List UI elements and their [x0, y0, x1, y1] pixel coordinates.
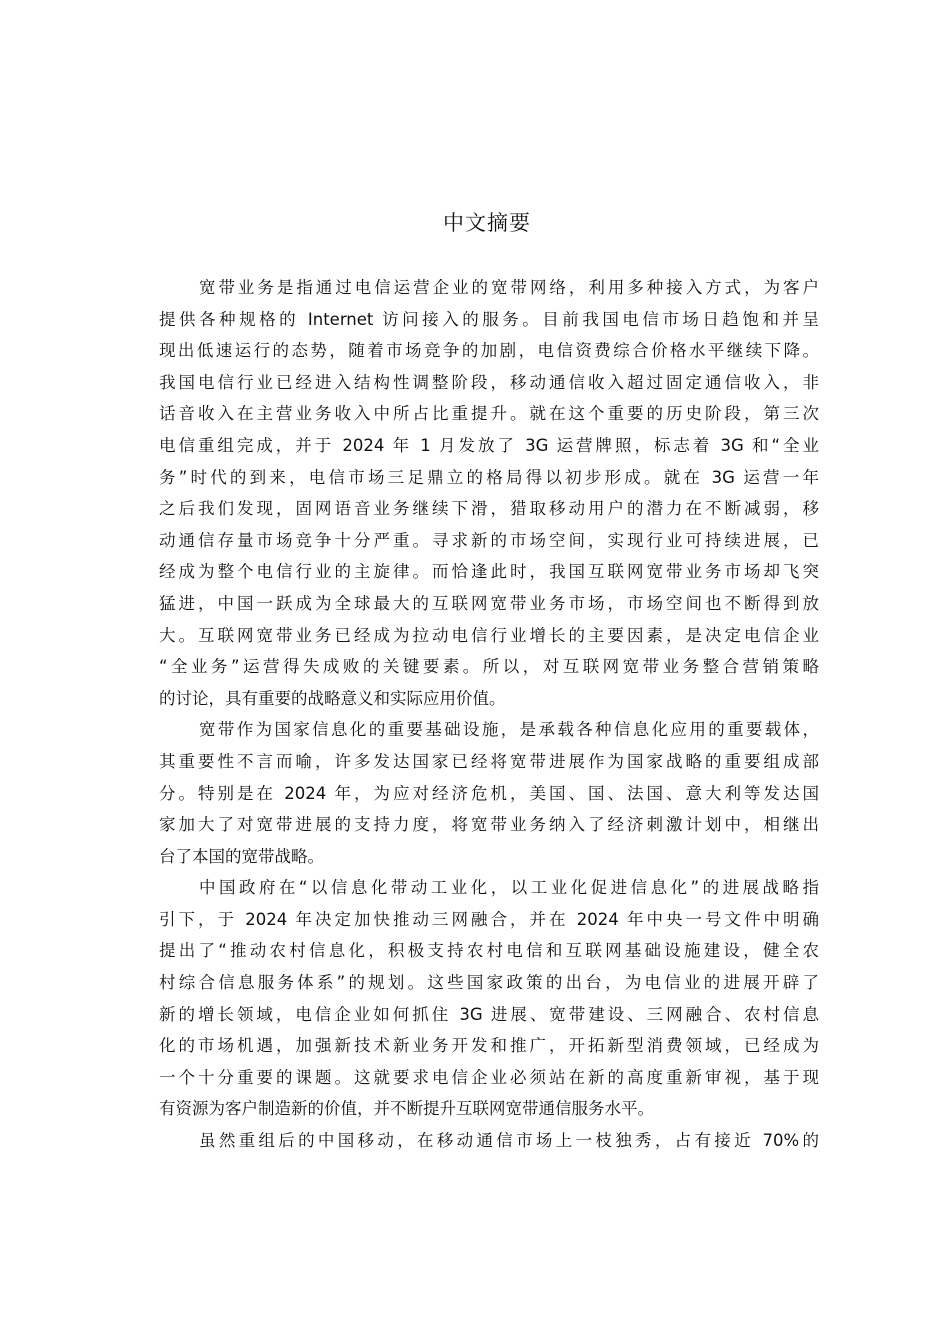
text-line: 电信重组完成，并于 2024 年 1 月发放了 3G 运营牌照，标志着 3G 和“全业 [159, 435, 819, 455]
text-line: 新的增长领域，电信企业如何抓住 3G 进展、宽带建设、三网融合、农村信息 [159, 1004, 819, 1024]
text-line: 宽带作为国家信息化的重要基础设施，是承载各种信息化应用的重要载体， [199, 720, 819, 740]
text-line: 中国政府在“以信息化带动工业化，以工业化促进信息化”的进展战略指 [199, 878, 819, 898]
text-line: 之后我们发现，固网语音业务继续下滑，猎取移动用户的潜力在不断减弱，移 [159, 499, 819, 519]
text-line: 提出了“推动农村信息化，积极支持农村电信和互联网基础设施建设，健全农 [159, 941, 819, 961]
text-line: 提供各种规格的 Internet 访问接入的服务。目前我国电信市场日趋饱和并呈 [159, 309, 819, 329]
text-line: 分。特别是在 2024 年，为应对经济危机，美国、国、法国、意大利等发达国 [159, 783, 819, 803]
text-line: 化的市场机遇，加强新技术新业务开发和推广，开拓新型消费领域，已经成为 [159, 1036, 819, 1056]
text-line: 村综合信息服务体系”的规划。这些国家政策的出台，为电信业的进展开辟了 [159, 973, 819, 993]
text-line: 话音收入在主营业务收入中所占比重提升。就在这个重要的历史阶段，第三次 [159, 404, 819, 424]
text-line: 其重要性不言而喻，许多发达国家已经将宽带进展作为国家战略的重要组成部 [159, 751, 819, 771]
text-line: 虽然重组后的中国移动，在移动通信市场上一枝独秀，占有接近 70%的 [199, 1131, 819, 1151]
text-line: 现出低速运行的态势，随着市场竞争的加剧，电信资费综合价格水平继续下降。 [159, 341, 819, 361]
page-title: 中文摘要 [443, 211, 531, 235]
text-line: “全业务”运营得失成败的关键要素。所以，对互联网宽带业务整合营销策略 [159, 657, 819, 677]
text-line: 经成为整个电信行业的主旋律。而恰逢此时，我国互联网宽带业务市场却飞突 [159, 562, 819, 582]
text-line: 动通信存量市场竞争十分严重。寻求新的市场空间，实现行业可持续进展，已 [159, 530, 819, 550]
text-line: 引下，于 2024 年决定加快推动三网融合，并在 2024 年中央一号文件中明确 [159, 909, 819, 929]
abstract-body [159, 272, 819, 1157]
text-line: 台了本国的宽带战略。 [159, 846, 324, 866]
text-line: 家加大了对宽带进展的支持力度，将宽带业务纳入了经济刺激计划中，相继出 [159, 815, 819, 835]
text-line: 猛进，中国一跃成为全球最大的互联网宽带业务市场，市场空间也不断得到放 [159, 593, 819, 613]
text-line: 我国电信行业已经进入结构性调整阶段，移动通信收入超过固定通信收入，非 [159, 372, 819, 392]
text-line: 务”时代的到来，电信市场三足鼎立的格局得以初步形成。就在 3G 运营一年 [159, 467, 819, 487]
text-line: 宽带业务是指通过电信运营企业的宽带网络，利用多种接入方式，为客户 [199, 278, 819, 297]
text-line: 有资源为客户制造新的价值，并不断提升互联网宽带通信服务水平。 [159, 1099, 654, 1119]
text-line: 一个十分重要的课题。这就要求电信企业必须站在新的高度重新审视，基于现 [159, 1067, 819, 1087]
text-line: 的讨论，具有重要的战略意义和实际应用价值。 [159, 688, 506, 708]
text-line: 大。互联网宽带业务已经成为拉动电信行业增长的主要因素，是决定电信企业 [159, 625, 819, 645]
